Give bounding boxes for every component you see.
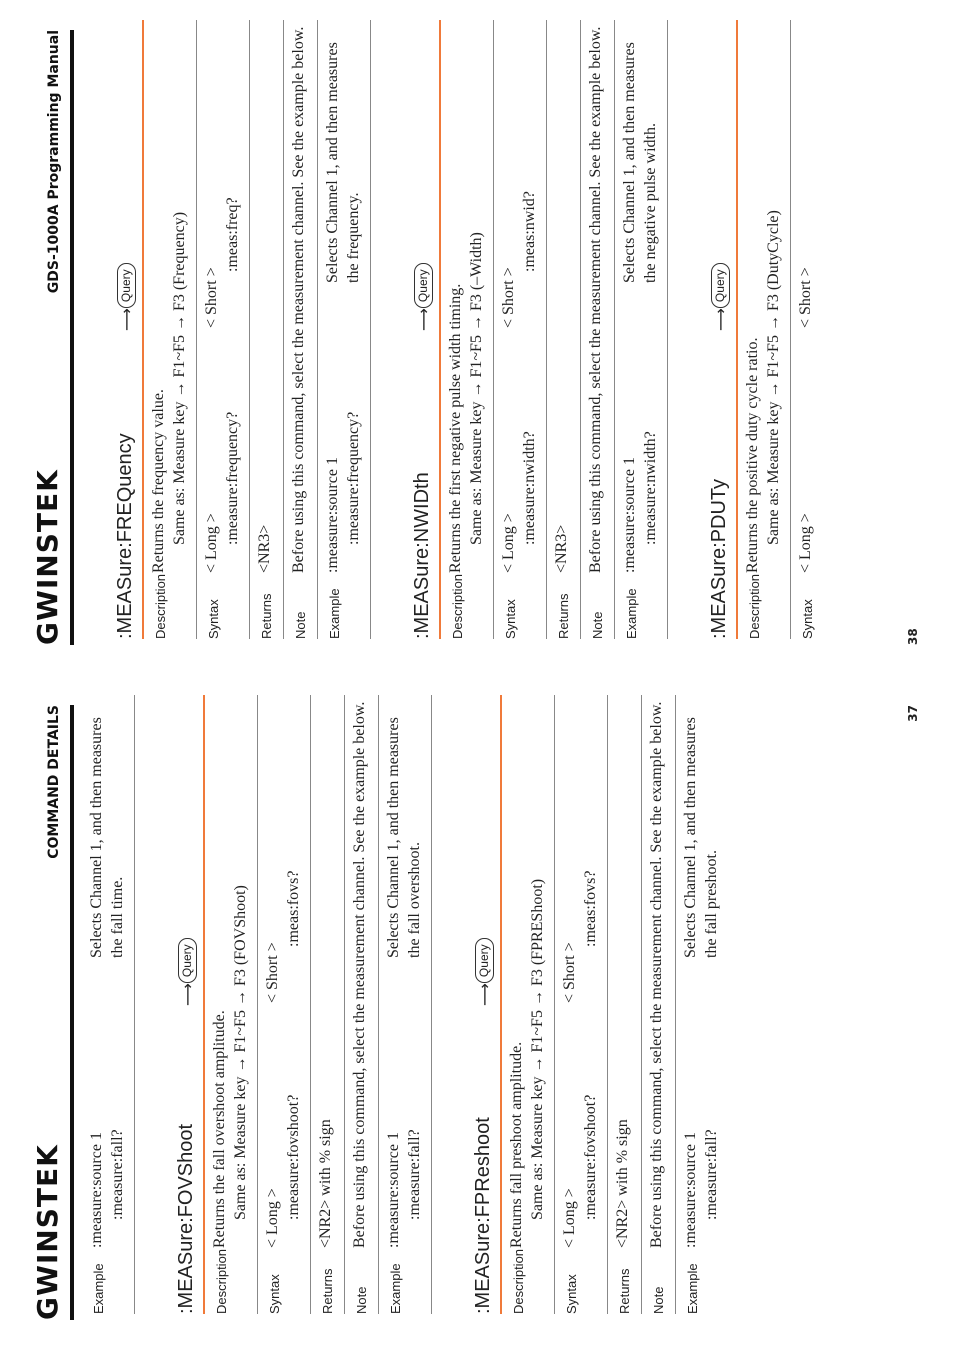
row-label: Syntax	[267, 1274, 282, 1314]
returns-value: <NR2> with % sign	[317, 1119, 334, 1248]
description-text: Returns the frequency value.	[150, 389, 167, 573]
row-label: Example	[91, 1263, 106, 1314]
header-title: GDS-1000A Programming Manual	[46, 30, 62, 294]
command-title: :MEASure:FOVShoot	[175, 1123, 197, 1314]
row-label: Syntax	[206, 599, 221, 639]
description-row	[502, 695, 555, 1314]
same-as-text: Same as: Measure key → F1~F5 → F3 (FOVShoot)	[232, 885, 249, 1220]
example-command: :measure:frequency?	[345, 411, 362, 545]
query-badge: ⟶ Query	[475, 938, 494, 1006]
description-row	[441, 20, 494, 639]
row-label: Description	[511, 1248, 526, 1314]
query-badge: ⟶ Query	[178, 938, 197, 1006]
row-label: Description	[153, 573, 168, 639]
same-as-text: Same as: Measure key → F1~F5 → F3 (DutyCycle)	[765, 210, 782, 545]
example-command: :measure:source 1	[88, 1132, 105, 1248]
note-row	[284, 20, 318, 639]
returns-row	[608, 695, 642, 1314]
section-heading	[690, 20, 738, 639]
command-title: :MEASure:FREQuency	[114, 433, 136, 639]
arrow-right-icon: ⟶	[178, 983, 197, 1006]
example-row	[318, 20, 371, 639]
syntax-short-command: :meas:freq?	[224, 197, 241, 272]
syntax-short-label: < Short >	[561, 942, 578, 1003]
example-description: Selects Channel 1, and then measures the fall time.	[88, 717, 126, 958]
example-description: Selects Channel 1, and then measures the frequency.	[324, 42, 362, 283]
returns-value: <NR2> with % sign	[614, 1119, 631, 1248]
syntax-row	[494, 20, 547, 639]
arrow-right-icon: ⟶	[117, 308, 136, 331]
returns-row	[547, 20, 581, 639]
syntax-row	[197, 20, 250, 639]
row-label: Note	[590, 611, 605, 639]
example-row	[676, 695, 728, 1314]
syntax-row	[555, 695, 608, 1314]
syntax-long-label: < Long >	[797, 513, 814, 573]
example-command: :measure:source 1	[324, 457, 341, 573]
row-label: Example	[685, 1263, 700, 1314]
syntax-long-label: < Long >	[264, 1188, 281, 1248]
command-title: :MEASure:PDUTy	[708, 478, 730, 639]
syntax-short-command: :meas:fovs?	[285, 870, 302, 947]
arrow-right-icon: ⟶	[414, 308, 433, 331]
description-row	[144, 20, 197, 639]
description-row	[738, 20, 791, 639]
row-label: Returns	[320, 1268, 335, 1314]
row-label: Returns	[617, 1268, 632, 1314]
row-label: Syntax	[503, 599, 518, 639]
example-row	[82, 695, 135, 1314]
query-badge: ⟶ Query	[414, 263, 433, 331]
command-title: :MEASure:FPReshoot	[472, 1117, 494, 1314]
syntax-short-command: :meas:fovs?	[582, 870, 599, 947]
syntax-long-command: :measure:nwidth?	[521, 431, 538, 545]
syntax-short-command: :meas:nwid?	[521, 191, 538, 272]
brand-logo: GWINSTEK	[31, 1144, 64, 1320]
brand-logo: GWINSTEK	[31, 469, 64, 645]
query-badge: ⟶ Query	[711, 263, 730, 331]
syntax-row	[791, 20, 824, 639]
syntax-long-command: :measure:fovshoot?	[285, 1094, 302, 1220]
example-command: :measure:source 1	[621, 457, 638, 573]
description-row	[205, 695, 258, 1314]
row-label: Example	[327, 588, 342, 639]
example-description: Selects Channel 1, and then measures the fall overshoot.	[385, 717, 423, 958]
row-label: Syntax	[800, 599, 815, 639]
arrow-right-icon: ⟶	[711, 308, 730, 331]
syntax-short-label: < Short >	[264, 942, 281, 1003]
returns-value: <NR3>	[553, 524, 570, 573]
syntax-short-label: < Short >	[500, 267, 517, 328]
returns-row	[250, 20, 284, 639]
page-number: 37	[906, 705, 920, 722]
syntax-long-command: :measure:frequency?	[224, 411, 241, 545]
arrow-right-icon: ⟶	[475, 983, 494, 1006]
note-text: Before using this command, select the measurement channel. See the example below.	[290, 26, 307, 573]
page-header	[30, 705, 74, 1320]
returns-value: <NR3>	[256, 524, 273, 573]
row-label: Description	[214, 1248, 229, 1314]
example-description: Selects Channel 1, and then measures the fall preshoot.	[682, 717, 720, 958]
page-number: 38	[906, 628, 920, 645]
page-header	[30, 30, 74, 645]
section-heading	[454, 695, 502, 1314]
example-row	[615, 20, 668, 639]
syntax-long-label: < Long >	[203, 513, 220, 573]
example-description: Selects Channel 1, and then measures the negative pulse width.	[621, 42, 659, 283]
command-title: :MEASure:NWIDth	[411, 472, 433, 639]
note-text: Before using this command, select the measurement channel. See the example below.	[587, 26, 604, 573]
section-heading	[393, 20, 441, 639]
note-row	[345, 695, 379, 1314]
same-as-text: Same as: Measure key → F1~F5 → F3 (–Width)	[468, 232, 485, 545]
note-row	[581, 20, 615, 639]
example-command: :measure:fall?	[703, 1129, 720, 1220]
note-text: Before using this command, select the measurement channel. See the example below.	[648, 701, 665, 1248]
example-command: :measure:nwidth?	[642, 431, 659, 545]
example-command: :measure:source 1	[385, 1132, 402, 1248]
query-badge: ⟶ Query	[117, 263, 136, 331]
example-row	[379, 695, 432, 1314]
syntax-row	[258, 695, 311, 1314]
row-label: Returns	[259, 593, 274, 639]
syntax-long-command: :measure:fovshoot?	[582, 1094, 599, 1220]
note-row	[642, 695, 676, 1314]
row-label: Returns	[556, 593, 571, 639]
section-heading	[96, 20, 144, 639]
returns-row	[311, 695, 345, 1314]
example-command: :measure:fall?	[406, 1129, 423, 1220]
row-label: Description	[450, 573, 465, 639]
example-command: :measure:fall?	[109, 1129, 126, 1220]
note-text: Before using this command, select the measurement channel. See the example below.	[351, 701, 368, 1248]
row-label: Note	[354, 1286, 369, 1314]
page-37	[0, 675, 954, 1350]
section-heading	[157, 695, 205, 1314]
example-command: :measure:source 1	[682, 1132, 699, 1248]
same-as-text: Same as: Measure key → F1~F5 → F3 (Frequency)	[171, 211, 188, 545]
description-text: Returns fall preshoot amplitude.	[508, 1041, 525, 1248]
row-label: Note	[651, 1286, 666, 1314]
row-label: Description	[747, 573, 762, 639]
row-label: Example	[624, 588, 639, 639]
description-text: Returns the fall overshoot amplitude.	[211, 1010, 228, 1248]
syntax-short-label: < Short >	[797, 267, 814, 328]
description-text: Returns the positive duty cycle ratio.	[744, 337, 761, 573]
row-label: Example	[388, 1263, 403, 1314]
row-label: Syntax	[564, 1274, 579, 1314]
syntax-long-label: < Long >	[561, 1188, 578, 1248]
same-as-text: Same as: Measure key → F1~F5 → F3 (FPREShoot)	[529, 878, 546, 1220]
syntax-short-label: < Short >	[203, 267, 220, 328]
description-text: Returns the first negative pulse width timing.	[447, 283, 464, 573]
header-title: COMMAND DETAILS	[46, 705, 62, 859]
syntax-long-label: < Long >	[500, 513, 517, 573]
row-label: Note	[293, 611, 308, 639]
